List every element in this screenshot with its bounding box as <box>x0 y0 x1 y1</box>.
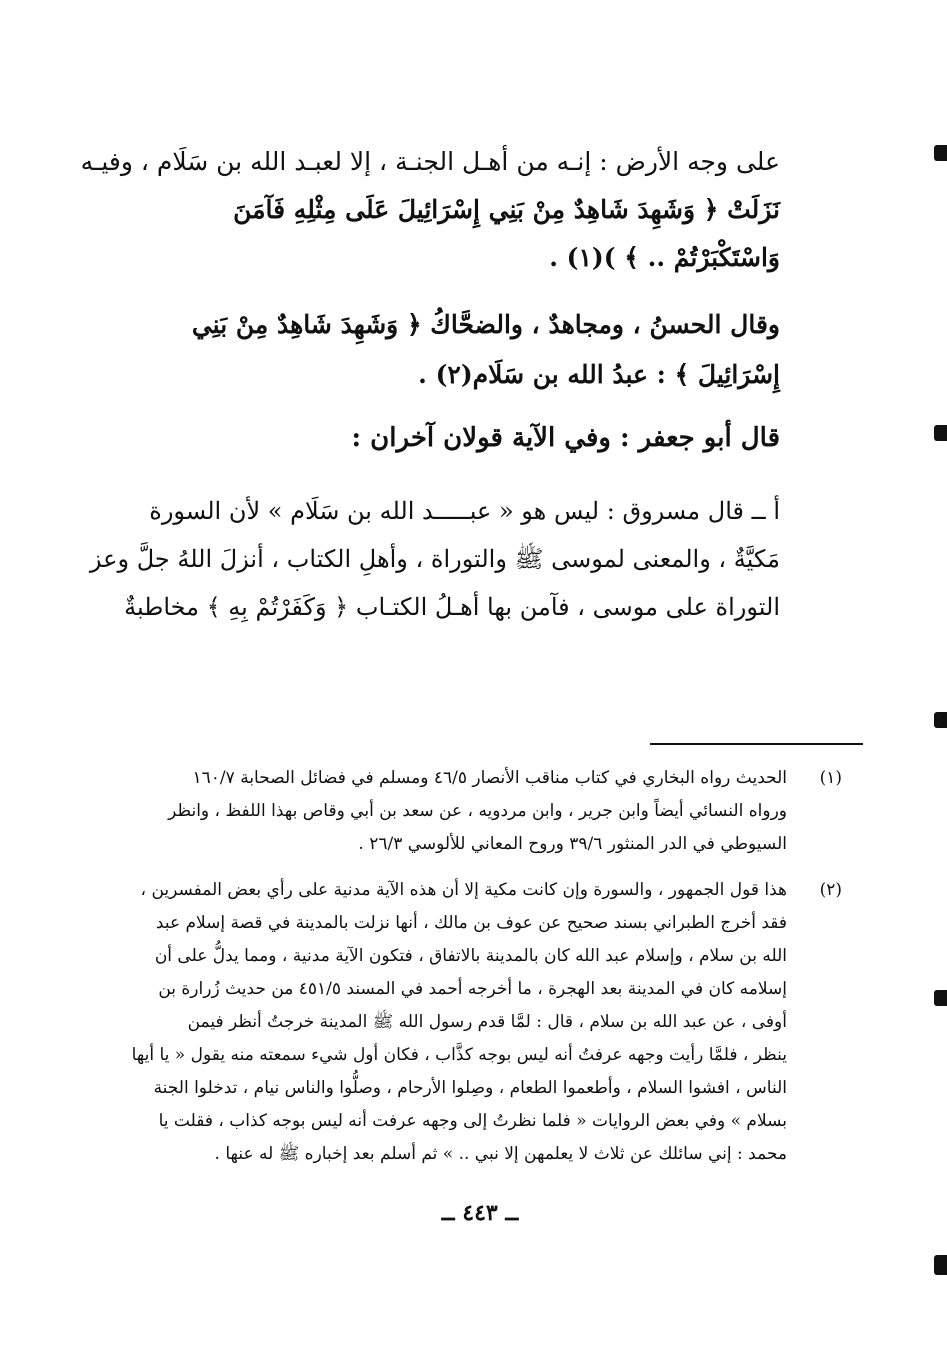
footnote-line: الناس ، افشوا السلام ، وأطعموا الطعام ، وصِلوا الأرحام ، وصلُّوا والناس نيام ، تدخلوا الجنة <box>153 1078 787 1098</box>
footnote-line: أوفى ، عن عبد الله بن سلام ، قال : لمَّا قدم رسول الله ﷺ المدينة خرجتُ أنظر فيمن <box>187 1012 787 1032</box>
scan-edge-mark <box>934 712 947 728</box>
paragraph-line: التوراة على موسى ، فآمن بها أهـلُ الكتـاب ﴿ وَكَفَرْتُمْ بِهِ ﴾ مخاطبةٌ <box>124 593 780 621</box>
footnote-number: (٢) <box>819 880 842 900</box>
footnote-line: محمد : إني سائلك عن ثلاث لا يعلمهن إلا نبي .. » ثم أسلم بعد إخباره ﷺ له عنها . <box>214 1144 787 1164</box>
paragraph-line: مَكيَّةٌ ، والمعنى لموسى ﷺ والتوراة ، وأهلِ الكتاب ، أنزلَ اللهُ جلَّ وعز <box>89 545 780 573</box>
footnote-line: بسلام » وفي بعض الروايات « فلما نظرتُ إلى وجهه عرفت أنه ليس بوجه كذاب ، فقلت يا <box>158 1111 787 1131</box>
paragraph-4 <box>89 487 780 631</box>
quran-verse-line: نَزَلَتْ ﴿ وَشَهِدَ شَاهِدٌ مِنْ بَنِي إِسْرَائِيلَ عَلَى مِثْلِهِ فَآمَنَ <box>233 195 780 224</box>
footnote-1 <box>110 762 842 861</box>
paragraph-line: على وجه الأرض : إنـه من أهـل الجنـة ، إلا لعبـد الله بن سَلَام ، وفيـه <box>80 147 780 176</box>
footnote-line: إسلامه كان في المدينة بعد الهجرة ، ما أخرجه أحمد في المسند ٤٥١/٥ من حديث زُرارة بن <box>158 979 787 999</box>
paragraph-line: أ ــ قال مسروق : ليس هو « عبـــــد الله بن سَلَام » لأن السورة <box>149 497 780 525</box>
paragraph-1 <box>80 138 780 282</box>
section-heading <box>100 418 780 458</box>
footnote-line: الحديث رواه البخاري في كتاب مناقب الأنصار ٤٦/٥ ومسلم في فضائل الصحابة ١٦٠/٧ <box>192 768 787 788</box>
heading-line: قال أبو جعفر : وفي الآية قولان آخران : <box>351 423 780 453</box>
footnote-divider <box>650 743 863 745</box>
footnote-line: الله بن سلام ، وإسلام عبد الله كان بالمدينة بالاتفاق ، فتكون الآية مدنية ، ومما يدلُّ على أن <box>154 946 787 966</box>
footnote-line: فقد أخرج الطبراني بسند صحيح عن عوف بن مالك ، أنها نزلت بالمدينة في قصة إسلام عبد <box>155 913 787 933</box>
scan-edge-mark <box>934 145 947 161</box>
quran-verse-line: وَاسْتَكْبَرْتُمْ .. ﴾ )(١) . <box>549 243 780 272</box>
footnote-2 <box>110 874 842 1171</box>
footnote-line: ينظر ، فلمَّا رأيت وجهه عرفتُ أنه ليس بوجه كذَّاب ، فكان أول شيء سمعته منه يقول « يا أيها <box>131 1045 787 1065</box>
footnote-number: (١) <box>819 768 842 788</box>
footnote-line: هذا قول الجمهور ، والسورة وإن كانت مكية إلا أن هذه الآية مدنية على رأي بعض المفسرين ، <box>140 880 787 900</box>
scan-edge-mark <box>934 425 947 441</box>
paragraph-line: وقال الحسنُ ، ومجاهدٌ ، والضحَّاكُ ﴿ وَشَهِدَ شَاهِدٌ مِنْ بَنِي <box>191 310 780 339</box>
footnote-line: ورواه النسائي أيضاً وابن جرير ، وابن مردويه ، عن سعد بن أبي وقاص بهذا اللفظ ، وانظر <box>168 801 787 821</box>
scan-edge-mark <box>934 990 947 1006</box>
footnote-line: السيوطي في الدر المنثور ٣٩/٦ وروح المعاني للألوسي ٢٦/٣ . <box>358 834 787 854</box>
scan-edge-mark <box>934 1255 947 1275</box>
page-number: ــ ٤٤٣ ــ <box>441 1200 519 1226</box>
paragraph-2 <box>100 300 780 400</box>
paragraph-line: إِسْرَائِيلَ ﴾ : عبدُ الله بن سَلَام(٢) . <box>418 360 780 389</box>
